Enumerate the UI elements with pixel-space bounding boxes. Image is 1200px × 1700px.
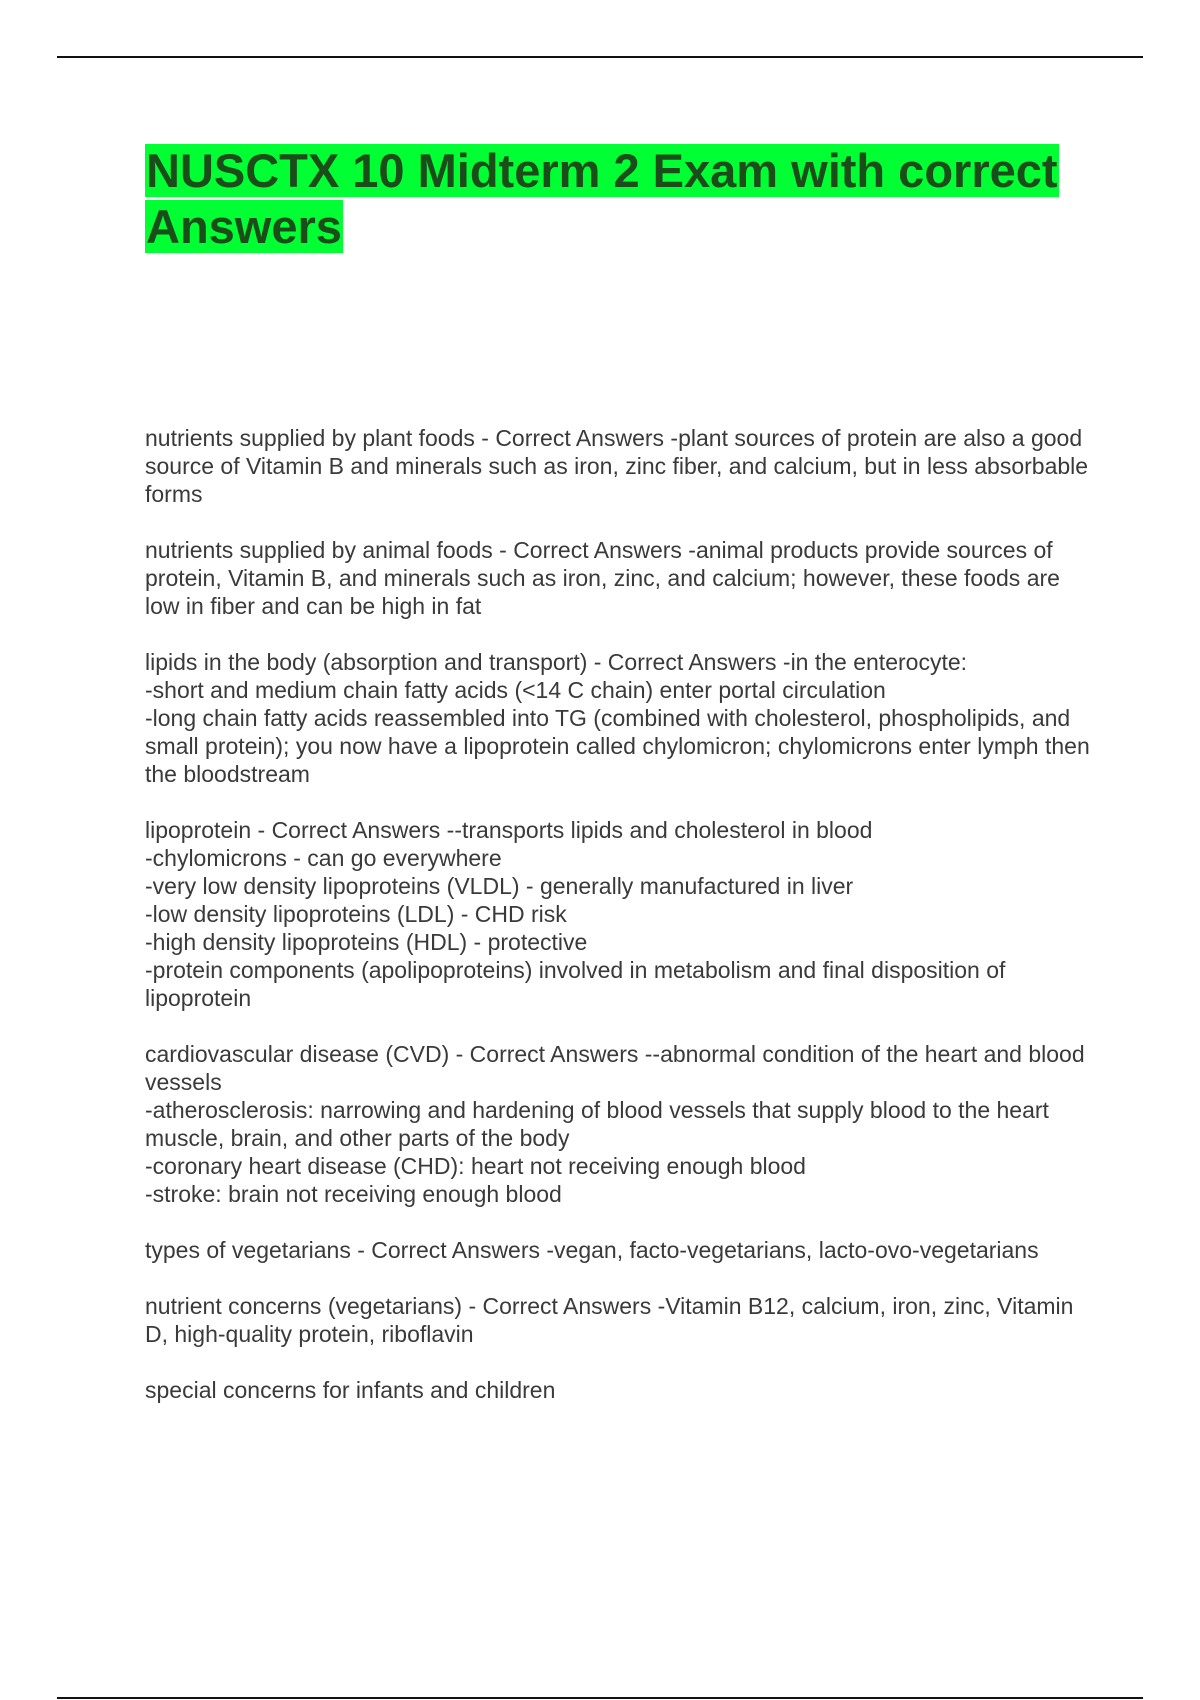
qa-entry-vegetarian-types [145,1236,1090,1264]
qa-entry-nutrient-concerns [145,1292,1090,1348]
entry-line: nutrient concerns (vegetarians) - Correct Answers -Vitamin B12, calcium, iron, zinc, Vitamin D, high-quality protein, riboflavin [145,1293,1074,1347]
entry-line: -chylomicrons - can go everywhere [145,845,502,871]
qa-entry-cvd [145,1040,1090,1208]
entry-line: -atherosclerosis: narrowing and hardening of blood vessels that supply blood to the heart muscle, brain, and other parts of the body [145,1097,1049,1151]
entry-line: -short and medium chain fatty acids (<14 C chain) enter portal circulation [145,677,886,703]
bottom-divider [57,1697,1143,1699]
qa-entry-plant-foods [145,424,1090,508]
entry-line: lipoprotein - Correct Answers --transports lipids and cholesterol in blood [145,817,873,843]
entry-line: special concerns for infants and children [145,1377,556,1403]
qa-entry-animal-foods [145,536,1090,620]
entry-line: -protein components (apolipoproteins) involved in metabolism and final disposition of lipoprotein [145,957,1006,1011]
top-divider [57,56,1143,58]
entry-line: -high density lipoproteins (HDL) - protective [145,929,588,955]
qa-entry-lipoprotein [145,816,1090,1012]
entry-line: -coronary heart disease (CHD): heart not receiving enough blood [145,1153,806,1179]
entry-line: -stroke: brain not receiving enough blood [145,1181,562,1207]
entry-line: lipids in the body (absorption and transport) - Correct Answers -in the enterocyte: [145,649,968,675]
entry-line: nutrients supplied by animal foods - Correct Answers -animal products provide sources of protein, Vitamin B, and minerals such as iron, zinc, and calcium; however, these foods are low in fiber and can be high in fat [145,537,1060,619]
entry-line: cardiovascular disease (CVD) - Correct Answers --abnormal condition of the heart and blood vessels [145,1041,1085,1095]
document-body [145,424,1090,1432]
entry-line: -very low density lipoproteins (VLDL) - generally manufactured in liver [145,873,854,899]
document-title-highlight: NUSCTX 10 Midterm 2 Exam with correct Answers [146,144,1058,253]
qa-entry-lipids [145,648,1090,788]
qa-entry-infants-children [145,1376,1090,1404]
document-title [145,143,1105,255]
entry-line: -low density lipoproteins (LDL) - CHD risk [145,901,567,927]
entry-line: types of vegetarians - Correct Answers -vegan, facto-vegetarians, lacto-ovo-vegetarians [145,1237,1039,1263]
entry-line: nutrients supplied by plant foods - Correct Answers -plant sources of protein are also a good source of Vitamin B and minerals such as iron, zinc fiber, and calcium, but in less absorbable forms [145,425,1089,507]
entry-line: -long chain fatty acids reassembled into TG (combined with cholesterol, phospholipids, and small protein); you now have a lipoprotein called chylomicron; chylomicrons enter lymph then the bloodstream [145,705,1090,787]
